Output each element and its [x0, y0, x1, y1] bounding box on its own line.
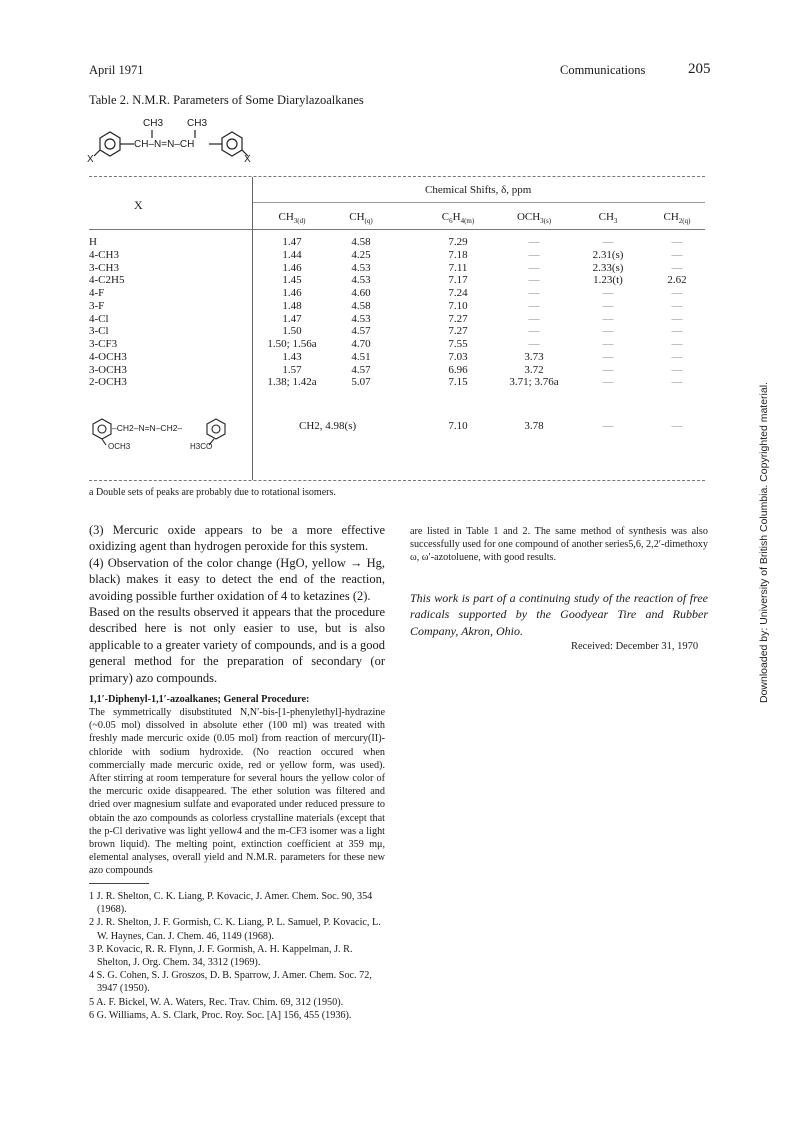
table-cell-c1: 1.50 — [282, 325, 302, 338]
table-cell-c6: — — [671, 236, 683, 248]
row-x-label: 4-OCH3 — [89, 350, 127, 363]
table-cell-c6: — — [671, 299, 683, 312]
side-note — [758, 345, 772, 715]
last-row-ch3: — — [602, 420, 614, 432]
table-cell-c3: 7.18 — [448, 248, 468, 261]
table-cell-c4: 3.72 — [524, 363, 544, 376]
header-date: April 1971 — [89, 63, 144, 77]
table-cell-c3: 7.29 — [448, 236, 468, 248]
table-cell-c3: 7.17 — [448, 274, 468, 287]
table-cell-c1: 1.50; 1.56a — [267, 338, 317, 350]
row-x-label: 2-OCH3 — [89, 376, 127, 389]
table-cell-c5: 2.33(s) — [592, 261, 624, 274]
table-cell-c3: 7.10 — [448, 299, 468, 312]
table-cell-c5: — — [602, 236, 614, 248]
table-cell-c6: — — [671, 261, 683, 274]
table-footnote: a Double sets of peaks are probably due to rotational isomers. — [89, 487, 336, 498]
table-cell-c5: 1.23(t) — [593, 274, 623, 287]
table-cell-c2: 5.07 — [351, 376, 371, 389]
ch2-shift: CH2, 4.98(s) — [299, 420, 357, 432]
table-cell-c2: 4.70 — [351, 338, 371, 350]
table-cell-c5: — — [602, 299, 614, 312]
table-cell-c3: 6.96 — [448, 363, 468, 376]
ch3-left-label: CH3 — [143, 118, 164, 129]
reference-item: 4 S. G. Cohen, S. J. Groszos, D. B. Sparrow, J. Amer. Chem. Soc. 72, 3947 (1950). — [89, 970, 372, 995]
x-column-header: X — [134, 198, 143, 212]
h3co-label: H3CO — [190, 442, 213, 451]
table-cell-c3: 7.03 — [448, 350, 468, 363]
table-cell-c4: — — [528, 261, 540, 274]
table-cell-c2: 4.53 — [351, 261, 371, 274]
table-cell-c1: 1.43 — [282, 350, 302, 363]
table-cell-c5: — — [602, 287, 614, 299]
table-cell-c4: — — [528, 274, 540, 287]
table-cell-c6: — — [671, 287, 683, 299]
table-cell-c1: 1.47 — [282, 312, 302, 325]
col-header-chq: $CH_{(q)}$ — [349, 211, 373, 226]
table-cell-c5: — — [602, 312, 614, 325]
table-cell-c5: 2.31(s) — [592, 248, 624, 261]
row-x-label: 4-CH3 — [89, 248, 119, 261]
received-date: Received: December 31, 1970 — [571, 641, 699, 652]
procedure-text: The symmetrically disubstituted N,N′-bis-[1-phenylethyl]-hydrazine (~0.05 mol) dissolved in absolute ether (100 ml) was treated with freshly made mercuric oxide (0.05 mol) from reaction of mercury(II)-chloride with sodium hydroxide. (No reaction occured when commercially made mercuric oxide, red or yellow form, was used). After stirring at room temperature for several hours the yellow color of the mercuric oxide disappeared. The ether solution was filtered and dried over magnesium sulfate and evaporated under reduced pressure to obtain the azo compounds as colorless crystalline materials (except that the p-Cl derivative was light yellow4 and the m-CF3 isomer was a light brown liquid). The melting point, extinction coefficient at 359 mμ, elemental analyses, overall yield and N.M.R. parameters for these new azo compounds — [89, 707, 385, 877]
table-cell-c6: — — [671, 376, 683, 389]
row-x-label: 3-CH3 — [89, 261, 119, 274]
paragraph-4: (4) Observation of the color change (HgO, yellow → Hg, black) makes it easy to detect the end of the reaction, avoiding possible further oxidation of 4 to ketazines (2). — [89, 556, 385, 603]
table-bottom-rule — [89, 480, 705, 481]
row-x-label: 3-F — [89, 299, 105, 312]
side-note-text: Downloaded by: University of British Columbia. Copyrighted material. — [758, 382, 770, 703]
table-cell-c2: 4.51 — [351, 350, 371, 363]
col-header-ch3d: $CH_{3(d)}$ — [278, 211, 306, 226]
table-cell-c5: — — [602, 338, 614, 350]
table-cell-c1: 1.38; 1.42a — [267, 376, 317, 389]
table-cell-c4: — — [528, 312, 540, 325]
table-cell-c4: — — [528, 299, 540, 312]
table-divider — [252, 177, 253, 480]
table-cell-c2: 4.53 — [351, 274, 371, 287]
table-cell-c3: 7.27 — [448, 325, 468, 338]
col-header-c6h4: $C_6H_{4(m)}$ — [441, 211, 475, 226]
table-cell-c1: 1.46 — [282, 261, 302, 274]
table-cell-c2: 4.58 — [351, 299, 371, 312]
table-cell-c3: 7.24 — [448, 287, 468, 299]
table-cell-c4: — — [528, 287, 540, 299]
x-right-label: X — [244, 154, 251, 165]
ch3-right-label: CH3 — [187, 118, 208, 129]
table-cell-c6: — — [671, 363, 683, 376]
paragraph-5: Based on the results observed it appears that the procedure described here is not only easier to use, but is also applicable to a greater variety of compounds, and is a good general method for the preparation of secondary (or primary) azo compounds. — [89, 605, 385, 685]
reference-item: 3 P. Kovacic, R. R. Flynn, J. F. Gormish, A. H. Kappelman, J. R. Shelton, J. Org. Chem. 34, 3312 (1969). — [89, 943, 353, 969]
header-bottom-rule — [89, 229, 705, 230]
table-cell-c1: 1.45 — [282, 274, 302, 287]
table-cell-c2: 4.60 — [351, 287, 371, 299]
table-cell-c4: — — [528, 248, 540, 261]
row-x-label: 3-Cl — [89, 325, 109, 338]
azotoluene-chain: –CH2–N=N–CH2– — [112, 423, 183, 433]
table-cell-c5: — — [602, 350, 614, 363]
reference-item: 2 J. R. Shelton, J. F. Gormish, C. K. Liang, P. L. Samuel, P. Kovacic, L. W. Haynes, Can. J. Chem. 46, 1149 (1968). — [89, 917, 381, 942]
table-caption: Table 2. N.M.R. Parameters of Some Diarylazoalkanes — [89, 93, 364, 107]
table-cell-c4: — — [528, 325, 540, 338]
table-top-rule — [89, 176, 705, 177]
last-row-ch2: — — [671, 420, 683, 432]
last-row-c6h4: 7.10 — [448, 420, 468, 432]
table-cell-c6: 2.62 — [667, 274, 687, 287]
header-section: Communications — [560, 63, 646, 77]
table-cell-c5: — — [602, 363, 614, 376]
azo-chain-label: CH–N=N–CH — [134, 139, 195, 150]
reference-item: 5 A. F. Bickel, W. A. Waters, Rec. Trav. Chim. 69, 312 (1950). — [89, 996, 344, 1008]
table-cell-c6: — — [671, 338, 683, 350]
col-header-ch2q: $CH_{2(q)}$ — [663, 211, 691, 226]
table-cell-c1: 1.47 — [282, 236, 302, 248]
table-cell-c2: 4.57 — [351, 325, 371, 338]
col-header-ch3: $CH_3$ — [598, 211, 618, 226]
row-x-label: 4-Cl — [89, 312, 109, 325]
table-cell-c6: — — [671, 248, 683, 261]
x-left-label: X — [87, 154, 94, 165]
och3-label: OCH3 — [108, 442, 131, 451]
table-cell-c1: 1.46 — [282, 287, 302, 299]
table-cell-c2: 4.58 — [351, 236, 371, 248]
page-number: 205 — [688, 61, 711, 77]
table-cell-c4: — — [528, 236, 540, 248]
reference-item: 1 J. R. Shelton, C. K. Liang, P. Kovacic, J. Amer. Chem. Soc. 90, 354 (1968). — [89, 891, 373, 916]
table-cell-c3: 7.55 — [448, 338, 468, 350]
row-x-label: 3-CF3 — [89, 338, 118, 350]
row-x-label: H — [89, 236, 97, 248]
row-x-label: 4-F — [89, 287, 105, 299]
table-cell-c1: 1.48 — [282, 299, 302, 312]
group-header-rule — [253, 202, 705, 203]
row-x-label: 3-OCH3 — [89, 363, 127, 376]
table-cell-c4: 3.71; 3.76a — [509, 376, 559, 389]
table-cell-c6: — — [671, 325, 683, 338]
table-cell-c4: — — [528, 338, 540, 350]
references-list — [89, 890, 385, 1022]
procedure-title: 1,1′-Diphenyl-1,1′-azoalkanes; General Procedure: — [89, 694, 310, 705]
table-cell-c1: 1.57 — [282, 363, 302, 376]
table-cell-c5: — — [602, 376, 614, 389]
col-header-och3: $OCH_{3(s)}$ — [516, 211, 552, 226]
table-cell-c3: 7.15 — [448, 376, 468, 389]
table-cell-c4: 3.73 — [524, 350, 544, 363]
paragraph-3: (3) Mercuric oxide appears to be a more effective oxidizing agent than hydrogen peroxide for this system. — [89, 523, 385, 554]
references-rule — [89, 883, 149, 884]
table-cell-c3: 7.27 — [448, 312, 468, 325]
table-cell-c6: — — [671, 312, 683, 325]
acknowledgement: This work is part of a continuing study of the reaction of free radicals supported by the Goodyear Tire and Rubber Company, Akron, Ohio. — [410, 591, 708, 638]
chemical-shifts-header: Chemical Shifts, δ, ppm — [425, 184, 532, 196]
table-cell-c1: 1.44 — [282, 248, 302, 261]
right-paragraph: are listed in Table 1 and 2. The same method of synthesis was also successfully used for one compound of another series5,6, 2,2′-dimethoxy ω, ω′-azotoluene, with good results. — [410, 526, 708, 564]
row-x-label: 4-C2H5 — [89, 274, 125, 287]
table-cell-c5: — — [602, 325, 614, 338]
table-cell-c2: 4.25 — [351, 248, 371, 261]
reference-item: 6 G. Williams, A. S. Clark, Proc. Roy. Soc. [A] 156, 455 (1936). — [89, 1009, 352, 1021]
table-cell-c2: 4.53 — [351, 312, 371, 325]
table-cell-c2: 4.57 — [351, 363, 371, 376]
table-cell-c3: 7.11 — [448, 261, 468, 274]
last-row-och3: 3.78 — [524, 420, 544, 432]
table-cell-c6: — — [671, 350, 683, 363]
